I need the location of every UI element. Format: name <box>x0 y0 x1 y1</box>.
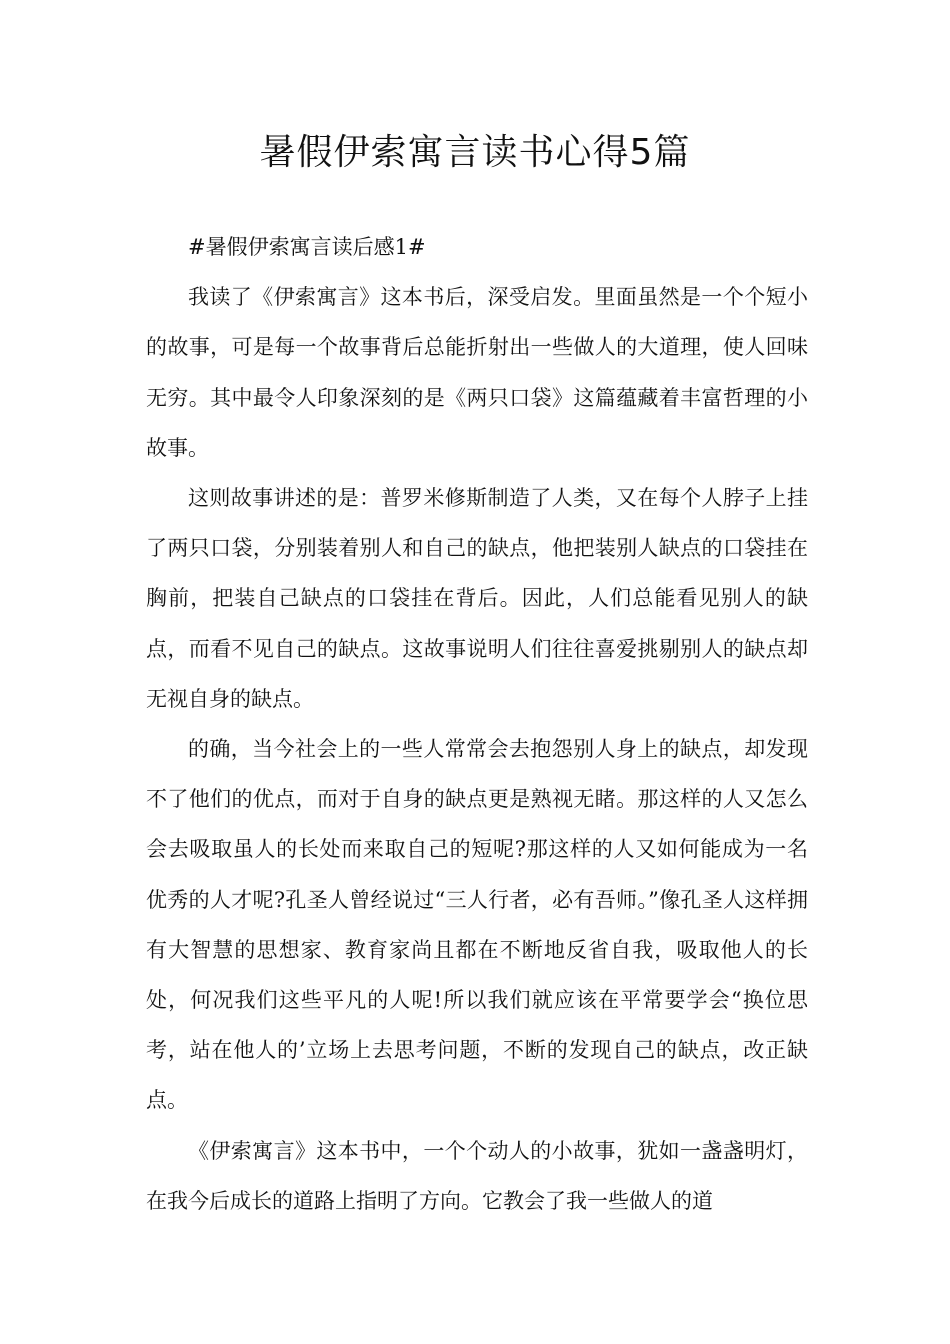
paragraph-1: 我读了《伊索寓言》这本书后，深受启发。里面虽然是一个个短小的故事，可是每一个故事背后总能折射出一些做人的大道理，使人回味无穷。其中最令人印象深刻的是《两只口袋》这篇蕴藏着丰富哲理的小故事。 <box>146 285 808 460</box>
document-body <box>146 222 808 1226</box>
paragraph-4: 《伊索寓言》这本书中，一个个动人的小故事，犹如一盏盏明灯，在我今后成长的道路上指明了方向。它教会了我一些做人的道 <box>146 1138 808 1213</box>
paragraph-3: 的确，当今社会上的一些人常常会去抱怨别人身上的缺点，却发现不了他们的优点，而对于自身的缺点更是熟视无睹。那这样的人又怎么会去吸取虽人的长处而来取自己的短呢?那这样的人又如何能成为一名优秀的人才呢?孔圣人曾经说过“三人行者，必有吾师。”像孔圣人这样拥有大智慧的思想家、教育家尚且都在不断地反省自我，吸取他人的长处，何况我们这些平凡的人呢!所以我们就应该在平常要学会“换位思考，站在他人的’立场上去思考问题，不断的发现自己的缺点，改正缺点。 <box>146 737 808 1113</box>
section-heading: #暑假伊索寓言读后感1# <box>188 235 426 259</box>
document-title: 暑假伊索寓言读书心得5篇 <box>259 132 691 173</box>
paragraph-2: 这则故事讲述的是：普罗米修斯制造了人类，又在每个人脖子上挂了两只口袋，分别装着别人和自己的缺点，他把装别人缺点的口袋挂在胸前，把装自己缺点的口袋挂在背后。因此，人们总能看见别人的缺点，而看不见自己的缺点。这故事说明人们往往喜爱挑剔别人的缺点却无视自身的缺点。 <box>146 486 808 711</box>
